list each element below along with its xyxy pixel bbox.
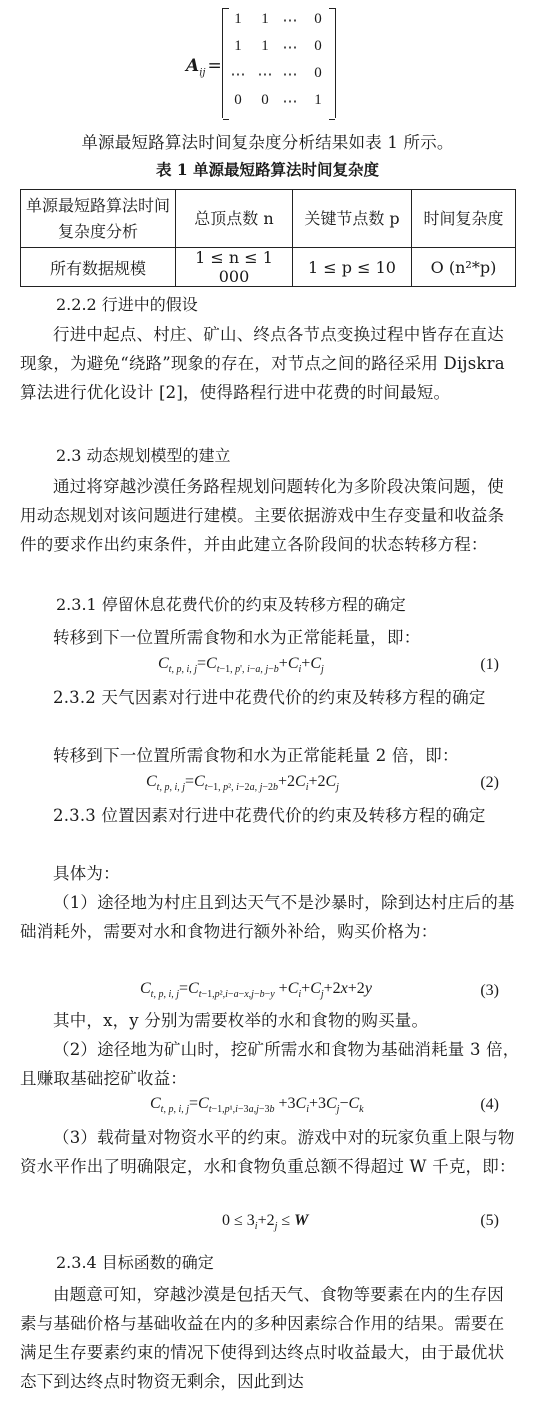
table-cell: 1 ≤ n ≤ 1 000 xyxy=(176,248,293,287)
matrix-cell: 0 xyxy=(314,65,322,81)
matrix-cell: 1 xyxy=(234,38,242,54)
table-header-row xyxy=(21,190,516,248)
matrix-cell: 0 xyxy=(314,38,322,54)
section-2-3-body: 通过将穿越沙漠任务路程规划问题转化为多阶段决策问题，使用动态规划对该问题进行建模。主要依据游戏中生存变量和收益条件的要求作出约束条件，并由此建立各阶段间的状态转移方程： xyxy=(20,477,505,554)
table-row xyxy=(21,248,516,287)
matrix-symbol: A xyxy=(186,56,200,76)
complexity-table xyxy=(20,189,516,287)
section-2-3-2-title: 2.3.2 天气因素对行进中花费代价的约束及转移方程的确定 xyxy=(53,688,486,707)
matrix-equation xyxy=(186,8,366,118)
table-cell: 1 ≤ p ≤ 10 xyxy=(293,248,412,287)
matrix-cell: 0 xyxy=(261,92,269,108)
equation-3-number: (3) xyxy=(480,982,499,999)
matrix-cell: 1 xyxy=(261,38,269,54)
list-item-3: （3）载荷量对物资水平的约束。游戏中对的玩家负重上限与物资水平作出了明确限定，水和食物负重总额不得超过 W 千克，即： xyxy=(20,1128,516,1176)
matrix-cell: 0 xyxy=(314,11,322,27)
section-2-3-3-intro: 具体为： xyxy=(53,864,120,883)
matrix-cell: ⋯ xyxy=(282,40,298,56)
matrix-brackets xyxy=(222,8,336,118)
section-2-3-3-title: 2.3.3 位置因素对行进中花费代价的约束及转移方程的确定 xyxy=(53,806,486,825)
equation-3: $C_{t, p, i, j}=C_{t-1,p^2,i-a-x,j-b-y} +C_i+C_j+2x+2y$ xyxy=(140,980,372,1001)
section-2-2-2-body: 行进中起点、村庄、矿山、终点各节点变换过程中皆存在直达现象，为避免“绕路”现象的存在，对节点之间的路径采用 Dijskra 算法进行优化设计 [2]，使得路程行进中花费的时间最短。 xyxy=(20,325,505,402)
section-2-3-4-title: 2.3.4 目标函数的确定 xyxy=(56,1253,214,1272)
matrix-cell: 1 xyxy=(314,92,322,108)
matrix-cell: 0 xyxy=(234,92,242,108)
intro-line: 单源最短路算法时间复杂度分析结果如表 1 所示。 xyxy=(81,133,454,152)
table-header-cell: 单源最短路算法时间复杂度分析 xyxy=(21,190,176,248)
table-caption: 表 1 单源最短路算法时间复杂度 xyxy=(155,160,380,179)
table-header-cell: 时间复杂度 xyxy=(412,190,516,248)
matrix-cell: ⋯ xyxy=(230,67,246,83)
section-2-3-2-body: 转移到下一位置所需食物和水为正常能耗量 2 倍，即： xyxy=(53,746,459,765)
section-2-2-2-title: 2.2.2 行进中的假设 xyxy=(56,295,198,314)
matrix-cell: ⋯ xyxy=(282,67,298,83)
equation-2: $C_{t, p, i, j}=C_{t-1, p^2, i-2a, j-2b}+2C_i+2C_j$ xyxy=(146,773,339,794)
list-item-2: （2）途径地为矿山时，挖矿所需水和食物为基础消耗量 3 倍，且赚取基础挖矿收益： xyxy=(20,1040,520,1088)
table-header-cell: 关键节点数 p xyxy=(293,190,412,248)
equation-1: $C_{t, p, i, j}=C_{t-1, p', i-a, j-b}+C_i+C_j$ xyxy=(158,655,324,676)
equation-5-number: (5) xyxy=(480,1212,499,1229)
matrix-cell: ⋯ xyxy=(282,13,298,29)
matrix-cell: ⋯ xyxy=(282,94,298,110)
section-2-3-4-body: 由题意可知，穿越沙漠是包括天气、食物等要素在内的生存因素与基础价格与基础收益在内的多种因素综合作用的结果。需要在满足生存要素约束的情况下使得到达终点时收益最大，由于最优状态下到达终点时物资无剩余，因此到达 xyxy=(20,1285,505,1391)
list-item-1: （1）途径地为村庄且到达天气不是沙暴时，除到达村庄后的基础消耗外，需要对水和食物进行额外补给，购买价格为： xyxy=(20,893,515,941)
list-item-1-note: 其中，x，y 分别为需要枚举的水和食物的购买量。 xyxy=(53,1011,429,1030)
matrix-cell: 1 xyxy=(234,11,242,27)
matrix-lhs: $A_{ij}$ = xyxy=(186,56,222,79)
matrix-cell: ⋯ xyxy=(257,67,273,83)
equation-5: $0 \le 3_i+2_j \le W$ xyxy=(222,1212,309,1233)
section-2-3-1-title: 2.3.1 停留休息花费代价的约束及转移方程的确定 xyxy=(56,595,406,614)
table-cell: 所有数据规模 xyxy=(21,248,176,287)
table-header-cell: 总顶点数 n xyxy=(176,190,293,248)
equation-4: $C_{t, p, i, j}=C_{t-1,p^1,i-3a,j-3b} +3C_i+3C_j-C_k$ xyxy=(150,1095,364,1116)
matrix-subscript: ij xyxy=(199,67,206,79)
table-cell: O (n²*p) xyxy=(412,248,516,287)
matrix-cell: 1 xyxy=(261,11,269,27)
equation-4-number: (4) xyxy=(480,1096,499,1113)
equation-1-number: (1) xyxy=(480,656,499,673)
section-2-3-title: 2.3 动态规划模型的建立 xyxy=(56,446,231,465)
section-2-3-1-body: 转移到下一位置所需食物和水为正常能耗量，即： xyxy=(53,628,421,647)
equation-2-number: (2) xyxy=(480,774,499,791)
